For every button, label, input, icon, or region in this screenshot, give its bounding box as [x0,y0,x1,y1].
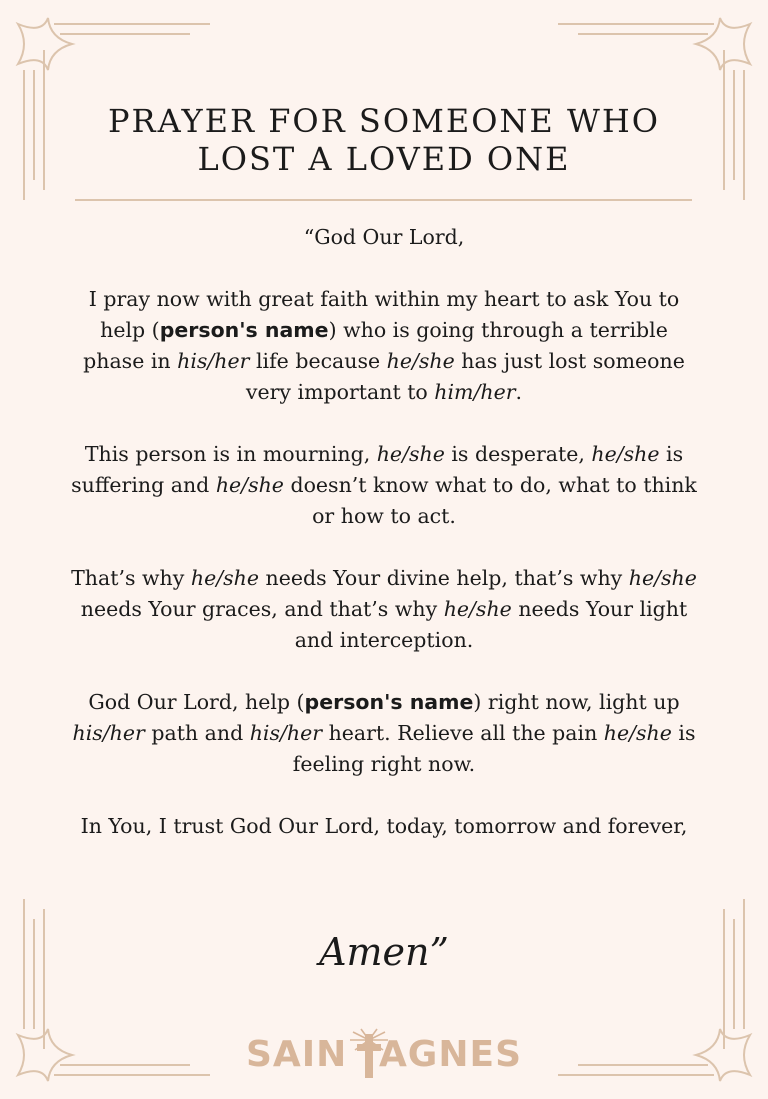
logo-text-left: SAIN [246,1034,348,1075]
prayer-paragraph-4: God Our Lord, help (person's name) right now, light up his/her path and his/her heart. Relieve all the pain he/she is feeling right now. [72,690,696,776]
prayer-paragraph-2: This person is in mourning, he/she is desperate, he/she is suffering and he/she doesn’t know what to do, what to think or how to act. [71,442,697,528]
saint-agnes-logo[interactable] [246,1030,522,1080]
prayer-paragraph-5: In You, I trust God Our Lord, today, tomorrow and forever, [80,814,688,838]
person-name-placeholder: person's name [304,690,474,714]
prayer-paragraph-1: I pray now with great faith within my heart to ask You to help (person's name) who is going through a terrible phase in his/her life because he/she has just lost someone very important to him/her. [83,287,685,404]
prayer-paragraph-3: That’s why he/she needs Your divine help, that’s why he/she needs Your graces, and that’s why he/she needs Your light and interception. [71,566,697,652]
prayer-closing-amen: Amen” [319,930,449,974]
person-name-placeholder: person's name [159,318,329,342]
page-title: PRAYER FOR SOMEONE WHO LOST A LOVED ONE [108,102,660,178]
title-divider [75,199,692,201]
logo-text-right: AGNES [378,1034,522,1075]
prayer-text [70,222,698,873]
prayer-opening: “God Our Lord, [303,225,465,249]
